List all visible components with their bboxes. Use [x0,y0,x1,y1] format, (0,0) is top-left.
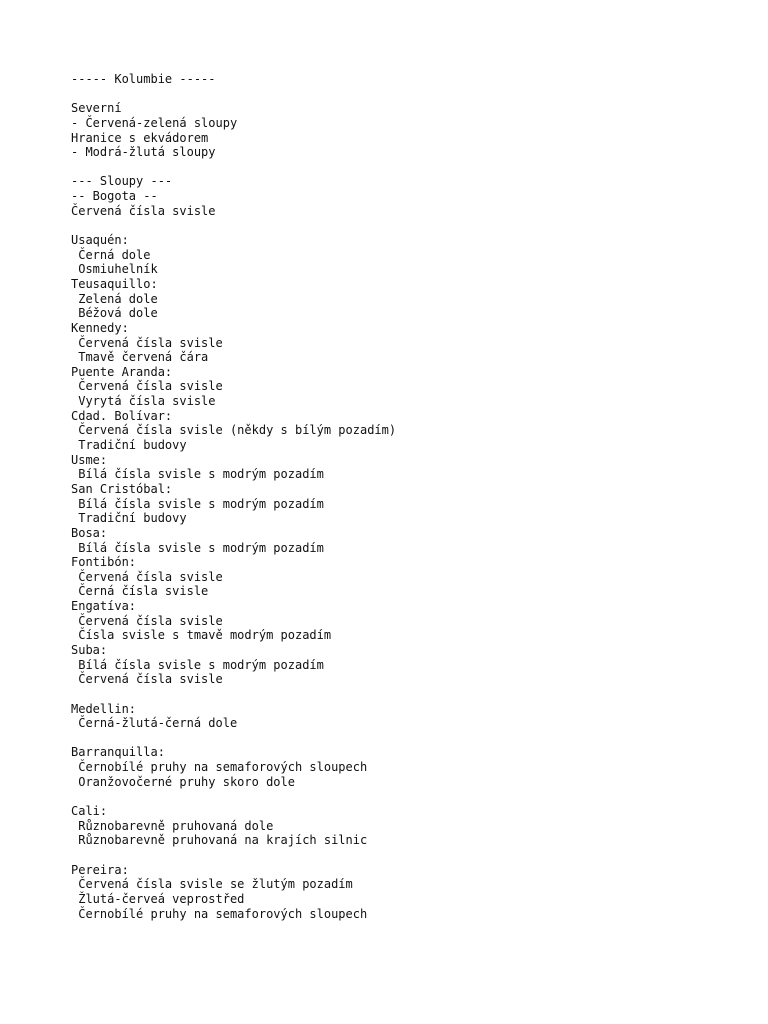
text-line: Černá-žlutá-černá dole [71,716,238,731]
text-line: Tradiční budovy [71,511,187,526]
document-page [71,72,751,921]
text-line: Červená čísla svisle [71,569,223,584]
text-line: Černobílé pruhy na semaforových sloupech [71,906,368,921]
text-line: Engatíva: [71,599,137,614]
text-line: Cali: [71,804,108,819]
text-line: Kennedy: [71,320,129,335]
text-line: Tradiční budovy [71,438,187,453]
text-line: ----- Kolumbie ----- [71,72,216,86]
text-line: Červená čísla svisle [71,335,223,350]
text-line: Červená čísla svisle [71,613,223,628]
text-line: Černá dole [71,247,151,262]
text-line: Hranice s ekvádorem [71,130,209,145]
text-line: Béžová dole [71,306,158,321]
text-line: Vyrytá čísla svisle [71,394,216,409]
text-line: - Červená-zelená sloupy [71,115,238,130]
text-line: Usaquén: [71,233,129,248]
text-line: Severní [71,101,122,116]
text-line: --- Sloupy --- [71,174,173,189]
text-line: Osmiuhelník [71,262,158,277]
text-line: Fontibón: [71,555,137,570]
text-line: Cdad. Bolívar: [71,408,173,423]
text-line: Bílá čísla svisle s modrým pozadím [71,496,324,511]
text-line: Různobarevně pruhovaná na krajích silnic [71,833,368,848]
text-line: Tmavě červená čára [71,350,209,365]
text-line: -- Bogota -- [71,189,158,204]
blank-line [71,160,751,175]
text-line: Suba: [71,642,108,657]
text-line: Červená čísla svisle [71,672,223,687]
text-line: Teusaquillo: [71,276,158,291]
text-line: Červená čísla svisle [71,379,223,394]
blank-line [71,848,751,863]
text-line: Černá čísla svisle [71,584,209,599]
blank-line [71,87,751,102]
text-line: Bílá čísla svisle s modrým pozadím [71,540,324,555]
text-line: Různobarevně pruhovaná dole [71,818,274,833]
text-line: Barranquilla: [71,745,165,760]
text-line: Oranžovočerné pruhy skoro dole [71,774,295,789]
text-line: Žlutá-červeá veprostřed [71,891,245,906]
text-line: Bílá čísla svisle s modrým pozadím [71,467,324,482]
blank-line [71,789,751,804]
text-line: Zelená dole [71,291,158,306]
text-line: Bosa: [71,525,108,540]
text-line: Černobílé pruhy na semaforových sloupech [71,760,368,775]
text-line: Puente Aranda: [71,364,173,379]
text-line: Pereira: [71,862,129,877]
text-line: Červená čísla svisle (někdy s bílým pozadím) [71,423,397,438]
text-line: Čísla svisle s tmavě modrým pozadím [71,628,332,643]
text-line: San Cristóbal: [71,481,173,496]
text-line: Bílá čísla svisle s modrým pozadím [71,657,324,672]
blank-line [71,218,751,233]
text-line: - Modrá-žlutá sloupy [71,145,216,160]
text-line: Červená čísla svisle [71,203,216,218]
text-line: Usme: [71,452,108,467]
text-line: Červená čísla svisle se žlutým pozadím [71,877,353,892]
text-line: Medellin: [71,701,137,716]
blank-line [71,687,751,702]
blank-line [71,731,751,746]
